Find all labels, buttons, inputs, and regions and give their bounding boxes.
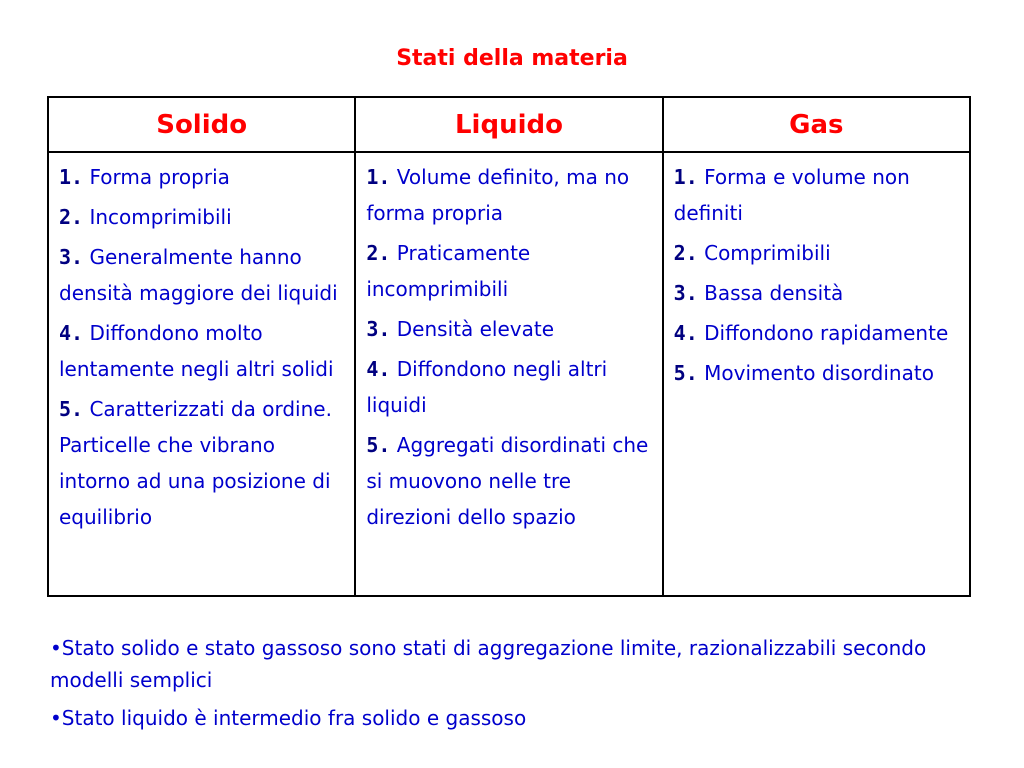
item-text: Praticamente incomprimibili — [366, 241, 531, 301]
cell-liquido — [355, 152, 662, 596]
item-number: 1. — [59, 165, 84, 189]
list-item — [674, 315, 963, 351]
item-text: Caratterizzati da ordine. Particelle che vibrano intorno ad una posizione di equilibrio — [59, 397, 332, 529]
item-number: 5. — [59, 397, 84, 421]
list-item — [674, 275, 963, 311]
list-item — [674, 235, 963, 271]
header-solido: Solido — [48, 97, 355, 152]
item-number: 4. — [59, 321, 84, 345]
item-number: 4. — [673, 321, 698, 345]
list-item — [59, 391, 348, 535]
item-text: Comprimibili — [704, 241, 831, 265]
note-item: •Stato solido e stato gassoso sono stati di aggregazione limite, razionalizzabili secondo modelli semplici — [50, 636, 927, 692]
page-title: Stati della materia — [396, 46, 628, 71]
item-number: 2. — [673, 241, 698, 265]
list-item — [366, 311, 655, 347]
item-number: 3. — [673, 281, 698, 305]
content-row — [48, 152, 970, 596]
item-text: Diffondono rapidamente — [704, 321, 949, 345]
item-number: 2. — [366, 241, 391, 265]
item-text: Diffondono molto lentamente negli altri solidi — [59, 321, 334, 381]
header-liquido: Liquido — [355, 97, 662, 152]
list-item — [59, 199, 348, 235]
cell-solido — [48, 152, 355, 596]
item-number: 2. — [59, 205, 84, 229]
list-item — [366, 235, 655, 307]
item-text: Forma e volume non definiti — [673, 165, 910, 225]
item-text: Forma propria — [89, 165, 230, 189]
states-table — [47, 96, 971, 597]
list-item — [366, 427, 655, 535]
cell-gas — [663, 152, 970, 596]
list-item — [59, 315, 348, 387]
list-item — [59, 159, 348, 195]
item-number: 5. — [366, 433, 391, 457]
notes — [50, 632, 990, 740]
header-row — [48, 97, 970, 152]
item-text: Movimento disordinato — [704, 361, 934, 385]
list-item — [366, 351, 655, 423]
item-number: 3. — [59, 245, 84, 269]
item-text: Volume definito, ma no forma propria — [366, 165, 630, 225]
list-item — [59, 239, 348, 311]
list-item — [674, 355, 963, 391]
item-number: 1. — [366, 165, 391, 189]
list-item — [674, 159, 963, 231]
item-text: Bassa densità — [704, 281, 844, 305]
item-number: 1. — [673, 165, 698, 189]
item-number: 4. — [366, 357, 391, 381]
list-item — [366, 159, 655, 231]
header-gas: Gas — [663, 97, 970, 152]
note-item: •Stato liquido è intermedio fra solido e gassoso — [50, 706, 527, 730]
item-text: Aggregati disordinati che si muovono nelle tre direzioni dello spazio — [366, 433, 649, 529]
item-text: Diffondono negli altri liquidi — [366, 357, 608, 417]
item-text: Generalmente hanno densità maggiore dei liquidi — [59, 245, 338, 305]
item-number: 5. — [673, 361, 698, 385]
item-text: Densità elevate — [396, 317, 554, 341]
item-text: Incomprimibili — [89, 205, 232, 229]
item-number: 3. — [366, 317, 391, 341]
